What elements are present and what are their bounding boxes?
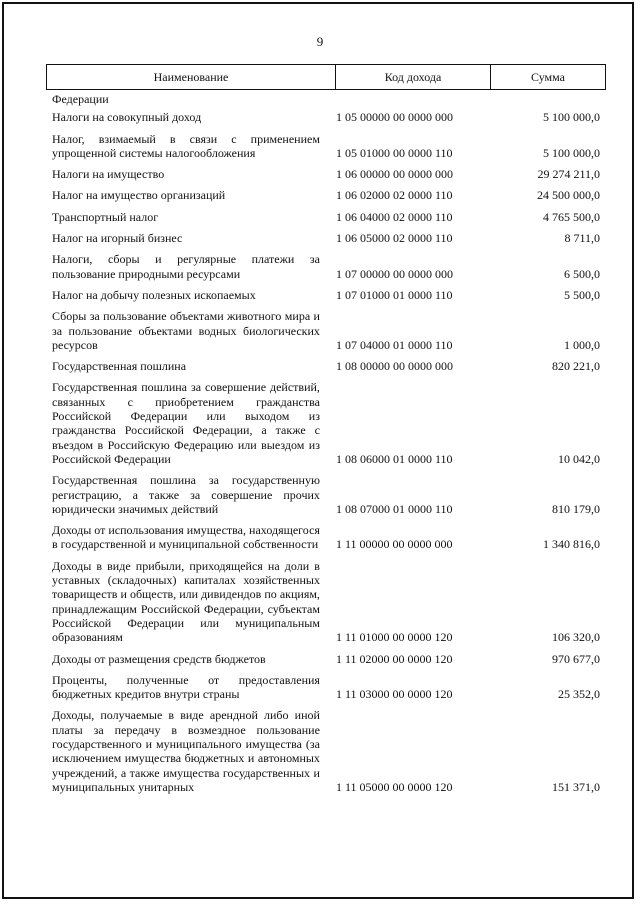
row-code: 1 05 00000 00 0000 000 [335, 110, 453, 125]
row-code: 1 07 01000 01 0000 110 [335, 287, 453, 302]
table-body [46, 92, 606, 794]
table-row [46, 188, 606, 202]
table-row [46, 309, 606, 352]
row-name: Доходы, получаемые в виде арендной либо иной платы за передачу в возмездное пользование государственного и муниципального имущества (за исключением имущества бюджетных и автономных учреждений, а также имущества государственных и муниципальных унитарных [52, 708, 320, 794]
table-row [46, 252, 606, 281]
row-name: Государственная пошлина за совершение действий, связанных с приобретением гражданства Российской Федерации или выходом из гражданства Российской Федерации, а также с въездом в Российскую Федерацию или выездом из Российской Федерации [52, 380, 320, 466]
row-name: Доходы от использования имущества, находящегося в государственной и муниципальной собственности [52, 523, 320, 552]
row-name: Сборы за пользование объектами животного мира и за пользование объектами водных биологических ресурсов [52, 309, 320, 352]
table-row [46, 231, 606, 245]
row-name: Налог на игорный бизнес [52, 231, 183, 246]
row-sum: 151 371,0 [552, 779, 600, 794]
row-name: Налог на имущество организаций [52, 188, 226, 203]
row-name: Налоги на имущество [52, 167, 165, 182]
row-sum: 5 100 000,0 [543, 110, 600, 125]
row-code: 1 08 00000 00 0000 000 [335, 359, 453, 374]
row-name: Доходы от размещения средств бюджетов [52, 651, 266, 666]
row-code: 1 11 05000 00 0000 120 [335, 779, 453, 794]
row-name: Налог, взимаемый в связи с применением упрощенной системы налогообложения [52, 131, 320, 160]
row-name: Налог на добычу полезных ископаемых [52, 287, 256, 302]
table-row [46, 167, 606, 181]
row-code: 1 11 03000 00 0000 120 [335, 687, 453, 702]
row-code: 1 06 04000 02 0000 110 [335, 209, 453, 224]
table-row [46, 288, 606, 302]
row-sum: 970 677,0 [552, 651, 600, 666]
row-name: Проценты, полученные от предоставления бюджетных кредитов внутри страны [52, 672, 320, 702]
row-sum: 8 711,0 [564, 231, 600, 246]
row-code: 1 11 02000 00 0000 120 [335, 651, 453, 666]
row-sum: 29 274 211,0 [537, 167, 600, 182]
row-code: 1 11 00000 00 0000 000 [335, 537, 453, 552]
row-sum: 810 179,0 [552, 501, 600, 516]
row-name: Транспортный налог [52, 209, 159, 224]
row-sum: 1 000,0 [564, 337, 600, 352]
row-name: Федерации [52, 92, 109, 106]
row-code: 1 08 07000 01 0000 110 [335, 501, 453, 516]
row-code: 1 07 00000 00 0000 000 [335, 266, 453, 281]
row-code: 1 06 05000 02 0000 110 [335, 231, 453, 246]
header-name: Наименование [47, 65, 336, 89]
row-sum: 5 500,0 [564, 287, 600, 302]
row-code: 1 08 06000 01 0000 110 [335, 451, 453, 466]
row-sum: 24 500 000,0 [537, 188, 600, 203]
row-name: Государственная пошлина [52, 359, 187, 374]
table-row [46, 132, 606, 161]
row-sum: 6 500,0 [564, 266, 600, 281]
row-name: Доходы в виде прибыли, приходящейся на доли в уставных (складочных) капиталах хозяйственных товариществ и обществ, или дивидендов по акциям, принадлежащим Российской Федерации, субъектам Российской Федерации или муниципальным образованиям [52, 558, 320, 645]
table-row [46, 110, 606, 124]
row-sum: 10 042,0 [558, 451, 600, 466]
table-row [46, 559, 606, 645]
header-code: Код дохода [336, 65, 491, 89]
row-name: Государственная пошлина за государственную регистрацию, а также за совершение прочих юридически значимых действий [52, 473, 320, 516]
revenue-table [46, 64, 606, 801]
table-row [46, 708, 606, 794]
row-name: Налоги на совокупный доход [52, 110, 202, 125]
row-sum: 5 100 000,0 [543, 145, 600, 160]
table-header [46, 64, 606, 90]
table-row [46, 473, 606, 516]
row-code: 1 11 01000 00 0000 120 [335, 630, 453, 645]
row-sum: 820 221,0 [552, 359, 600, 374]
page-number: 9 [316, 34, 324, 49]
table-row [46, 210, 606, 224]
row-name: Налоги, сборы и регулярные платежи за пользование природными ресурсами [52, 252, 320, 281]
table-row [46, 92, 606, 106]
row-sum: 4 765 500,0 [543, 209, 600, 224]
row-code: 1 06 02000 02 0000 110 [335, 188, 453, 203]
header-sum: Сумма [531, 69, 565, 84]
row-sum: 1 340 816,0 [543, 537, 600, 552]
table-row [46, 523, 606, 552]
table-row [46, 359, 606, 373]
table-row [46, 652, 606, 666]
table-row [46, 673, 606, 702]
row-code: 1 06 00000 00 0000 000 [335, 167, 453, 182]
row-code: 1 07 04000 01 0000 110 [335, 337, 453, 352]
table-row [46, 380, 606, 466]
row-sum: 106 320,0 [552, 630, 600, 645]
row-sum: 25 352,0 [558, 687, 600, 702]
row-code: 1 05 01000 00 0000 110 [335, 145, 453, 160]
